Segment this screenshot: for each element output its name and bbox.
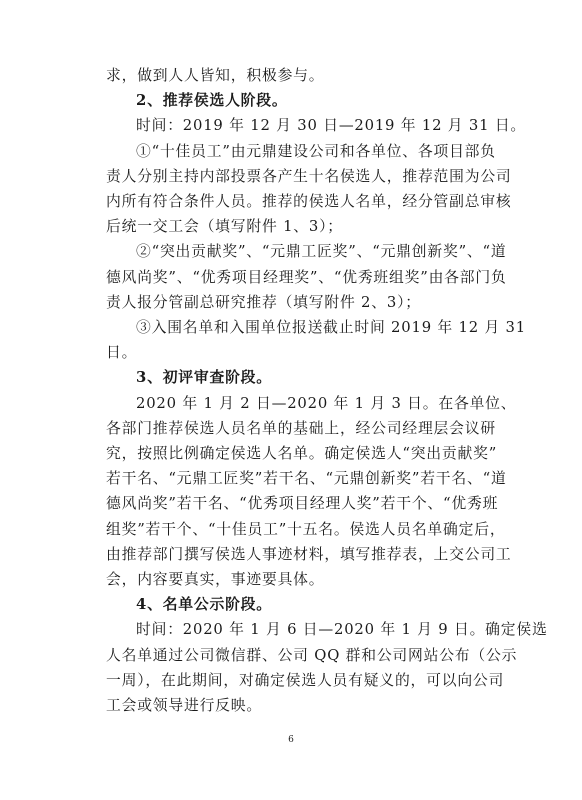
text-line: 内所有符合条件人员。推荐的侯选人名单，经分管副总审核 bbox=[106, 193, 512, 210]
text-line: 责人报分管副总研究推荐（填写附件 2、3）； bbox=[106, 293, 421, 311]
text-line: 究，按照比例确定侯选人名单。确定侯选人“突出贡献奖” bbox=[106, 445, 498, 462]
text-line: 工会或领导进行反映。 bbox=[106, 697, 262, 714]
text-line: 德风尚奖”若干名、“优秀项目经理人奖”若干个、“优秀班 bbox=[106, 495, 499, 513]
page-number: 6 bbox=[288, 735, 294, 745]
text-line: ②“突出贡献奖”、“元鼎工匠奖”、“元鼎创新奖”、“道 bbox=[136, 243, 507, 261]
text-line: 时间：2019 年 12 月 30 日—2019 年 12 月 31 日。 bbox=[136, 117, 527, 135]
section-heading: 3、初评审查阶段。 bbox=[136, 369, 272, 387]
text-line: 各部门推荐侯选人员名单的基础上，经公司经理层会议研 bbox=[106, 419, 496, 437]
text-line: 日。 bbox=[106, 344, 138, 362]
text-line: 后统一交工会（填写附件 1、3）； bbox=[106, 218, 343, 236]
text-line: 一周），在此期间，对确定侯选人员有疑义的，可以向公司 bbox=[106, 671, 505, 689]
text-line: 组奖”若干个、“十佳员工”十五名。侯选人员名单确定后， bbox=[106, 520, 506, 538]
text-line: 德风尚奖”、“优秀项目经理奖”、“优秀班组奖”由各部门负 bbox=[106, 268, 507, 286]
text-line: 求，做到人人皆知，积极参与。 bbox=[106, 67, 325, 84]
section-heading: 2、推荐侯选人阶段。 bbox=[136, 92, 288, 110]
text-line: 时间：2020 年 1 月 6 日—2020 年 1 月 9 日。确定侯选 bbox=[136, 621, 548, 639]
text-line: 若干名、“元鼎工匠奖”若干名、“元鼎创新奖”若干名、“道 bbox=[106, 470, 507, 488]
text-line: ③入围名单和入围单位报送截止时间 2019 年 12 月 31 bbox=[136, 319, 526, 336]
text-line: 由推荐部门撰写侯选人事迹材料，填写推荐表，上交公司工 bbox=[106, 545, 512, 563]
text-line: 人名单通过公司微信群、公司 QQ 群和公司网站公布（公示 bbox=[106, 646, 518, 664]
text-line: 2020 年 1 月 2 日—2020 年 1 月 3 日。在各单位、 bbox=[136, 394, 517, 412]
section-heading: 4、名单公示阶段。 bbox=[136, 596, 272, 614]
text-line: ①“十佳员工”由元鼎建设公司和各单位、各项目部负 bbox=[136, 142, 496, 160]
text-line: 责人分别主持内部投票各产生十名侯选人，推荐范围为公司 bbox=[106, 167, 512, 185]
text-line: 会，内容要真实，事迹要具体。 bbox=[106, 571, 325, 588]
